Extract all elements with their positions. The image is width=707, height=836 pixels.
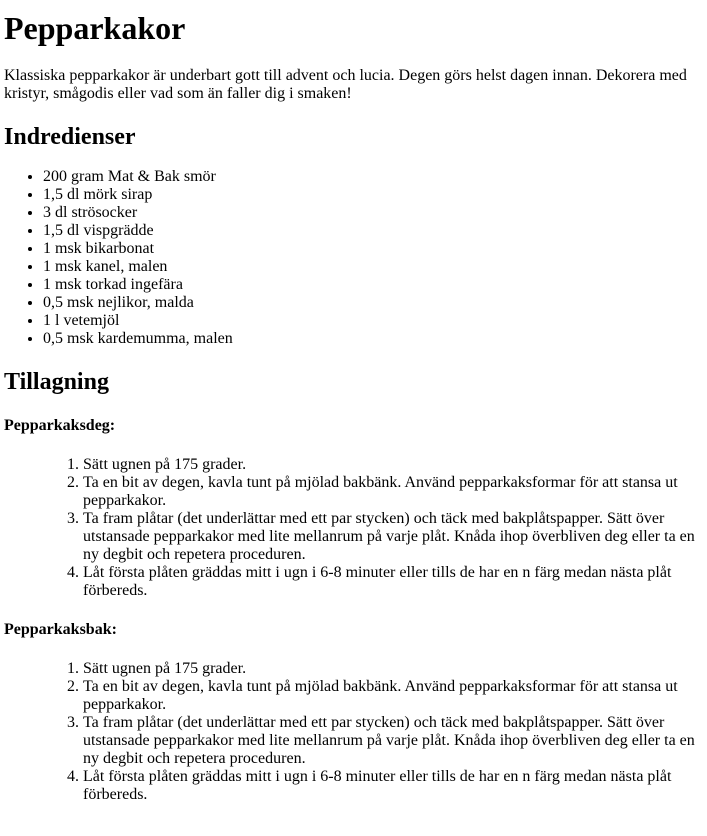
- ingredient-item: • 200 gram Mat & Bak smör: [43, 168, 703, 186]
- ingredient-item: • 1,5 dl vispgrädde: [43, 222, 703, 240]
- section-title-baking: Pepparkaksbak:: [4, 621, 117, 638]
- step-item: 4. Låt första plåten gräddas mitt i ugn i 6-8 minuter eller tills de har en n färg medan nästa plåt förbereds.: [83, 768, 699, 804]
- ingredients-list: [4, 168, 703, 348]
- intro-paragraph: Klassiska pepparkakor är underbart gott till advent och lucia. Degen görs helst dagen innan. Dekorera med kristyr, smågodis eller vad som än faller dig i smaken!: [4, 67, 687, 102]
- steps-list-dough: [44, 456, 699, 600]
- ingredient-item: • 1,5 dl mörk sirap: [43, 186, 703, 204]
- ingredient-item: • 0,5 msk kardemumma, malen: [43, 330, 703, 348]
- ingredient-item: • 1 msk torkad ingefära: [43, 276, 703, 294]
- method-heading: Tillagning: [4, 369, 109, 395]
- ingredients-heading: Indredienser: [4, 124, 136, 150]
- step-item: 2. Ta en bit av degen, kavla tunt på mjölad bakbänk. Använd pepparkaksformar för att stansa ut pepparkakor.: [83, 474, 699, 510]
- step-item: 2. Ta en bit av degen, kavla tunt på mjölad bakbänk. Använd pepparkaksformar för att stansa ut pepparkakor.: [83, 678, 699, 714]
- step-item: 1. Sätt ugnen på 175 grader.: [83, 456, 699, 474]
- page-title: Pepparkakor: [4, 10, 186, 46]
- ingredient-item: • 3 dl strösocker: [43, 204, 703, 222]
- steps-list-baking: [44, 660, 699, 804]
- ingredient-item: • 1 msk bikarbonat: [43, 240, 703, 258]
- step-item: 1. Sätt ugnen på 175 grader.: [83, 660, 699, 678]
- step-item: 4. Låt första plåten gräddas mitt i ugn i 6-8 minuter eller tills de har en n färg medan nästa plåt förbereds.: [83, 564, 699, 600]
- ingredient-item: • 0,5 msk nejlikor, malda: [43, 294, 703, 312]
- step-item: 3. Ta fram plåtar (det underlättar med ett par stycken) och täck med bakplåtspapper. Sätt över utstansade pepparkakor med lite mellanrum på varje plåt. Knåda ihop överbliven deg eller ta en ny degbit och repetera proceduren.: [83, 714, 699, 768]
- ingredient-item: • 1 msk kanel, malen: [43, 258, 703, 276]
- ingredient-item: • 1 l vetemjöl: [43, 312, 703, 330]
- section-title-dough: Pepparkaksdeg:: [4, 417, 116, 434]
- recipe-page: [0, 10, 707, 804]
- step-item: 3. Ta fram plåtar (det underlättar med ett par stycken) och täck med bakplåtspapper. Sätt över utstansade pepparkakor med lite mellanrum på varje plåt. Knåda ihop överbliven deg eller ta en ny degbit och repetera proceduren.: [83, 510, 699, 564]
